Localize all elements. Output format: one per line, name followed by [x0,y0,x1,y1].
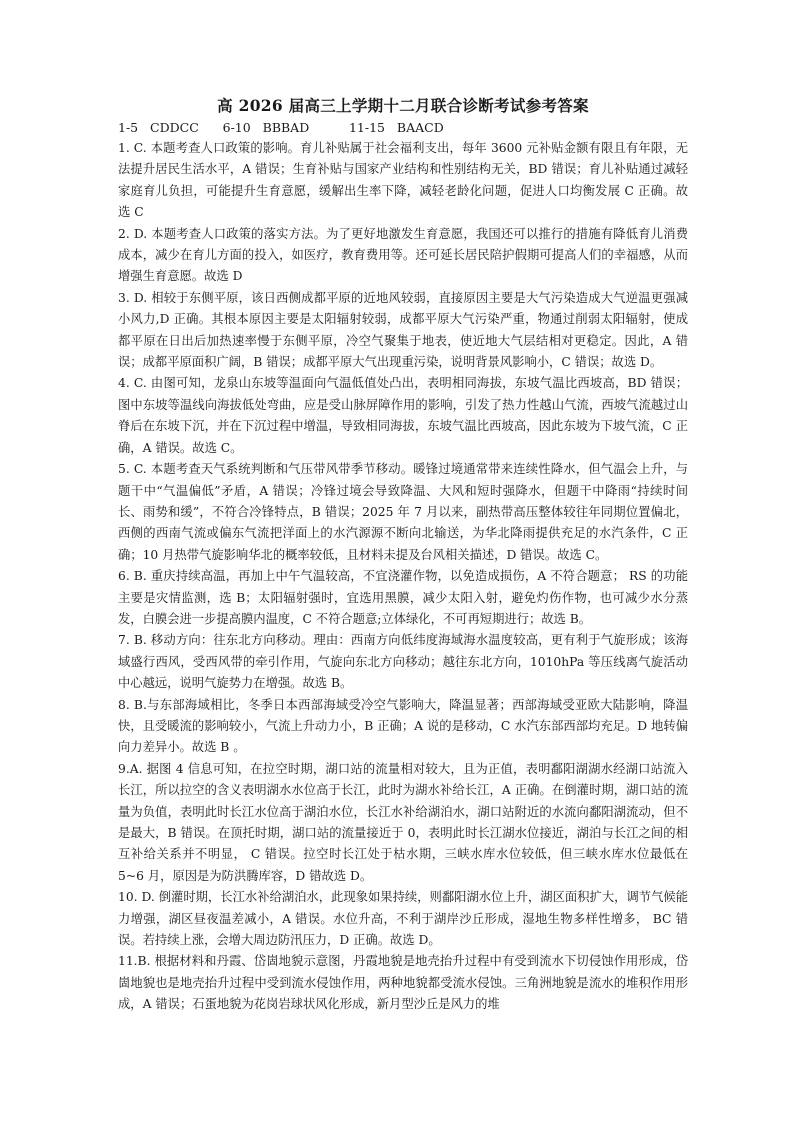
answer-item-7: 7. B. 移动方向：往东北方向移动。理由：西南方向低纬度海域海水温度较高，更有利于气旋形成；该海域盛行西风，受西风带的牵引作用，气旋向东北方向移动；越往东北方向，1010hPa 等压线离气旋活动中心越远，说明气旋势力在增强。故选 B。 [118,633,688,691]
answer-item-3: 3. D. 相较于东侧平原，该日西侧成都平原的近地风较弱，直接原因主要是大气污染造成大气逆温更强减小风力,D 正确。其根本原因主要是太阳辐射较弱，成都平原大气污染严重，物通过削弱太阳辐射，使成都平原在日出后加热速率慢于东侧平原，冷空气聚集于地表，使近地大气层结相对更稳定。因此，A 错误；成都平原面积广阔，B 错误；成都平原大气出现重污染，说明背景风影响小，C 错误；故选 D。 [118,290,688,370]
answer-item-4: 4. C. 由图可知，龙泉山东坡等温面向气温低值处凸出，表明相同海拔，东坡气温比西坡高，BD 错误；图中东坡等温线向海拔低处弯曲，应是受山脉屏障作用的影响，引发了热力性越山气流，西坡气流越过山脊后在东坡下沉，并在下沉过程中增温，导致相同海拔，东坡气温比西坡高，因此东坡为下坡气流，C 正确，A 错误。故选 C。 [118,376,688,455]
answer-item-5: 5. C. 本题考查天气系统判断和气压带风带季节移动。暖锋过境通常带来连续性降水，但气温会上升，与题干中“气温偏低”矛盾，A 错误；冷锋过境会导致降温、大风和短时强降水，但题干中降雨“持续时间长、雨势和缓”，不符合冷锋特点，B 错误；2025 年 7 月以来，副热带高压整体较往年同期位置偏北，西侧的西南气流或偏东气流把洋面上的水汽源源不断向北输送，为华北降雨提供充足的水汽条件，C 正确；10 月热带气旋影响华北的概率较低，且材料未提及台风相关描述，D 错误。故选 C。 [118,462,688,562]
answer-item-9: 9.A. 据图 4 信息可知，在拉空时期，湖口站的流量相对较大，且为正值，表明鄱阳湖湖水经湖口站流入长江，所以拉空的含义表明湖水水位高于长江，此时为湖水补给长江，A 正确。在倒灌时期，湖口站的流量为负值，表明此时长江水位高于湖泊水位，长江水补给湖泊水，湖口站附近的水流向鄱阳湖流动，但不是最大，B 错误。在顶托时期，湖口站的流量接近于 0，表明此时长江湖水位接近，湖泊与长江之间的相互补给关系并不明显， C 错误。拉空时长江处于枯水期，三峡水库水位较低，但三峡水库水位最低在 5~6 月，原因是为防洪腾库容，D 错故选 D。 [118,761,688,883]
answer-item-8: 8. B.与东部海域相比，冬季日本西部海域受冷空气影响大，降温显著；西部海域受亚欧大陆影响，降温快，且受暖流的影响较小，气流上升动力小，B 正确；A 说的是移动，C 水汽东部西部均充足。D 地转偏向力差异小。故选 B 。 [118,697,688,755]
document-title: 高 2026 届高三上学期十二月联合诊断考试参考答案 [217,96,589,115]
answer-item-11: 11.B. 根据材料和丹霞、岱崮地貌示意图，丹霞地貌是地壳抬升过程中有受到流水下切侵蚀作用形成，岱崮地貌也是地壳抬升过程中受到流水侵蚀作用，两种地貌都受流水侵蚀。三角洲地貌是流水的堆积作用形成，A 错误；石蛋地貌为花岗岩球状风化形成，新月型沙丘是风力的堆 [118,954,688,1012]
answer-document [118,95,688,1016]
answer-item-2: 2. D. 本题考查人口政策的落实方法。为了更好地激发生育意愿，我国还可以推行的措施有降低育儿消费成本，减少在育儿方面的投入，如医疗，教育费用等。还可延长居民陪护假期可提高人们的幸福感，从而增强生育意愿。故选 D [118,226,688,284]
answer-item-10: 10. D. 倒灌时期，长江水补给湖泊水，此现象如果持续，则鄱阳湖水位上升，湖区面积扩大，调节气候能力增强，湖区昼夜温差减小，A 错误。水位升高，不利于湖岸沙丘形成，湿地生物多样性增多， BC 错误。若持续上涨，会增大周边防汛压力，D 正确。故选 D。 [118,890,688,948]
answer-item-1: 1. C. 本题考查人口政策的影响。育儿补贴属于社会福利支出，每年 3600 元补贴金额有限且有年限，无法提升居民生活水平，A 错误；生育补贴与国家产业结构和性别结构无关，BD 错误；育儿补贴通过减轻家庭育儿负担，可能提升生育意愿，缓解出生率下降，减轻老龄化问题，促进人口均衡发展 C 正确。故选 C [118,141,688,220]
answer-key-line: 1-5 CDDCC 6-10 BBBAD 11-15 BAACD [118,120,444,135]
answer-item-6: 6. B. 重庆持续高温，再加上中午气温较高，不宜浇灌作物，以免造成损伤，A 不符合题意； RS 的功能主要是灾情监测，选 B；太阳辐射强时，宜选用黑膜，减少太阳入射，避免灼伤作物，也可减少水分蒸发，白膜会进一步提高膜内温度，C 不符合题意;立体绿化，不可再短期进行；故选 B。 [118,569,688,626]
